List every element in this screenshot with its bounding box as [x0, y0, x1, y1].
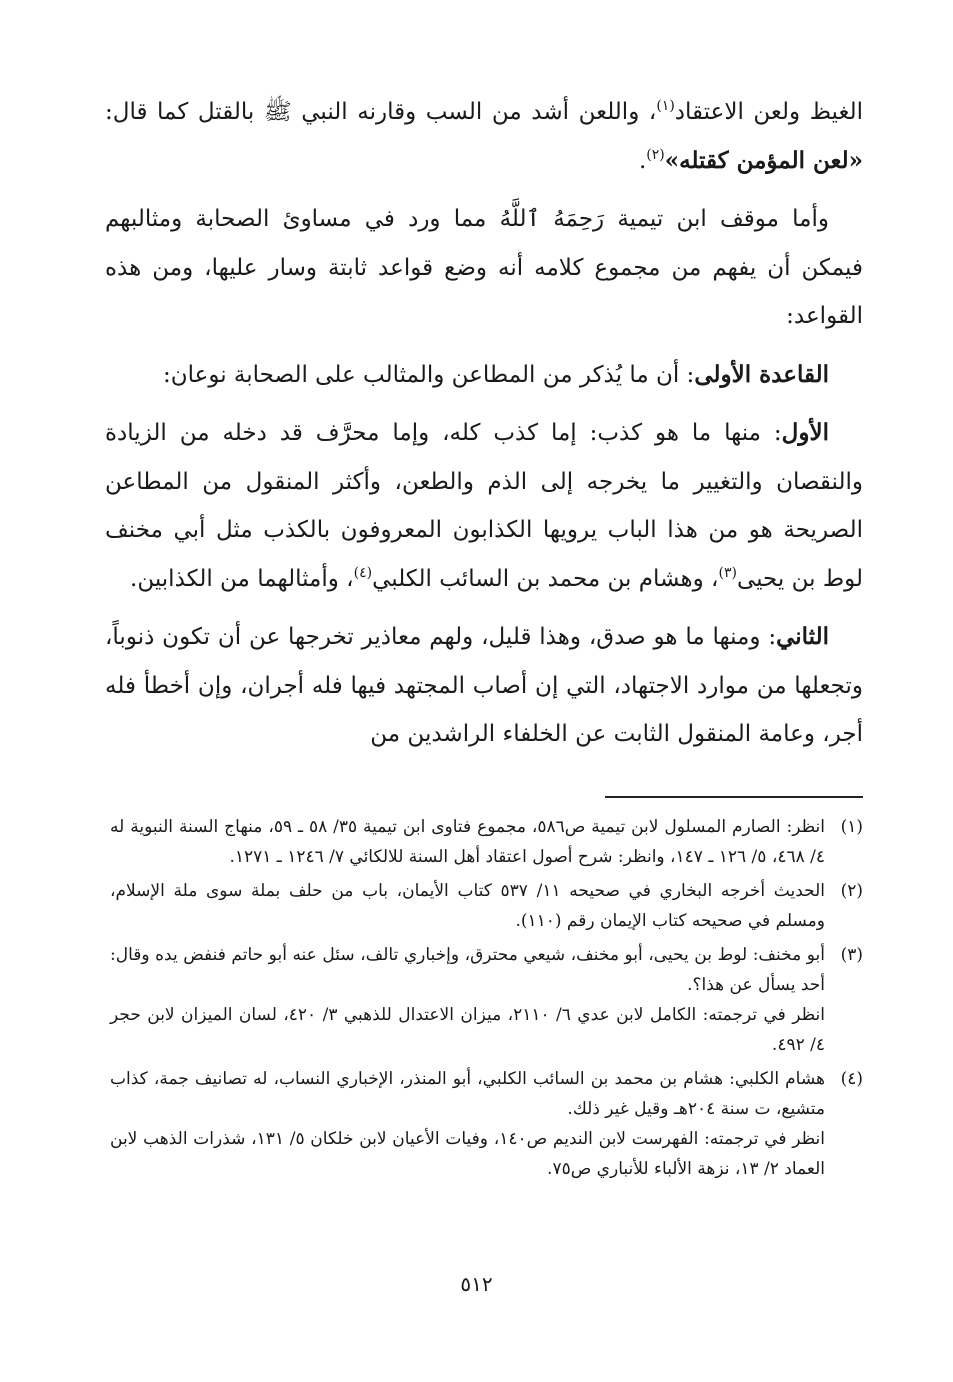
footnote-number: (٢): [840, 881, 863, 901]
paragraph-2: وأما موقف ابن تيمية رَحِمَهُ ٱللَّهُ مما ورد في مساوئ الصحابة ومثالبهم فيمكن أن يفهم من مجموع كلامه أنه وضع قواعد ثابتة وسار عليها، ومن هذه القواعد:: [105, 206, 863, 329]
footnote-ref-2[interactable]: (٢): [646, 146, 665, 163]
footnote-number: (١): [840, 817, 863, 837]
hadith-quote: «لعن المؤمن كقتله»: [664, 146, 863, 174]
footnote-1: [110, 812, 863, 872]
footnote-divider: [605, 796, 863, 798]
paragraph-4: الأول: منها ما هو كذب: إما كذب كله، وإما محرَّف قد دخله من الزيادة والنقصان والتغيير ما يخرجه إلى الذم والطعن، وأكثر المنقول من المطاعن الصريحة هو من هذا الباب يرويها الكذابون المعروفون بالكذب مثل أبي مخنف لوط بن يحيى$^{(٣)}$، وهشام بن محمد بن السائب الكلبي$^{(٤)}$، وأمثالهما من الكذابين.: [105, 419, 863, 592]
page-number: ٥١٢: [460, 1272, 493, 1296]
footnote-text: انظر في ترجمته: الكامل لابن عدي ٦/ ٢١١٠، ميزان الاعتدال للذهبي ٣/ ٤٢٠، لسان الميزان لابن حجر ٤/ ٤٩٢.: [110, 1005, 825, 1055]
footnote-4: [110, 1064, 863, 1184]
footnote-ref-1[interactable]: (١): [656, 98, 675, 114]
footnote-number: (٣): [840, 945, 863, 965]
footnotes: [110, 812, 863, 1188]
footnote-number: (٤): [840, 1069, 863, 1089]
footnote-2: [110, 876, 863, 936]
first-type-heading: الأول: [781, 419, 829, 446]
paragraph-1: الغيظ ولعن الاعتقاد$^{(١)}$، واللعن أشد من السب وقارنه النبي ﷺ بالقتل كما قال: «لعن المؤمن كقتله»$^{(٢)}$.: [105, 98, 863, 174]
main-text: [105, 88, 863, 759]
footnote-ref-4[interactable]: (٤): [353, 564, 373, 581]
paragraph-3: القاعدة الأولى: أن ما يُذكر من المطاعن والمثالب على الصحابة نوعان:: [162, 360, 829, 388]
footnote-text: انظر في ترجمته: الفهرست لابن النديم ص١٤٠، وفيات الأعيان لابن خلكان ٥/ ١٣١، شذرات الذهب لابن العماد ٢/ ١٣، نزهة الألباء للأنباري ص٧٥.: [110, 1129, 826, 1179]
footnote-text: هشام الكلبي: هشام بن محمد بن السائب الكلبي، أبو المنذر، الإخباري النساب، له تصانيف جمة، كذاب متشيع، ت سنة ٢٠٤هـ وقيل غير ذلك.: [110, 1069, 825, 1119]
paragraph-5: الثاني: ومنها ما هو صدق، وهذا قليل، ولهم معاذير تخرجها عن أن تكون ذنوباً، وتجعلها من موارد الاجتهاد، التي إن أصاب المجتهد فيها فله أجران، وإن أخطأ فله أجر، وعامة المنقول الثابت عن الخلفاء الراشدين من: [105, 623, 863, 747]
footnote-text: انظر: الصارم المسلول لابن تيمية ص٥٨٦، مجموع فتاوى ابن تيمية ٣٥/ ٥٨ ـ ٥٩، منهاج السنة النبوية له ٤/ ٤٦٨، ٥/ ١٢٦ ـ ١٤٧، وانظر: شرح أصول اعتقاد أهل السنة للالكائي ٧/ ١٢٤٦ ـ ١٢٧١.: [110, 817, 825, 867]
footnote-3: [110, 940, 863, 1060]
rule-heading: القاعدة الأولى: [694, 360, 829, 388]
second-type-heading: الثاني: [776, 623, 829, 650]
footnote-text: أبو مخنف: لوط بن يحيى، أبو مخنف، شيعي محترق، وإخباري تالف، سئل عنه أبو حاتم فنفض يده وقال: أحد يسأل عن هذا؟.: [110, 945, 825, 995]
footnote-text: الحديث أخرجه البخاري في صحيحه ١١/ ٥٣٧ كتاب الأيمان، باب من حلف بملة سوى ملة الإسلام، ومسلم في صحيحه كتاب الإيمان رقم (١١٠).: [110, 881, 825, 931]
footnote-ref-3[interactable]: (٣): [718, 564, 737, 581]
